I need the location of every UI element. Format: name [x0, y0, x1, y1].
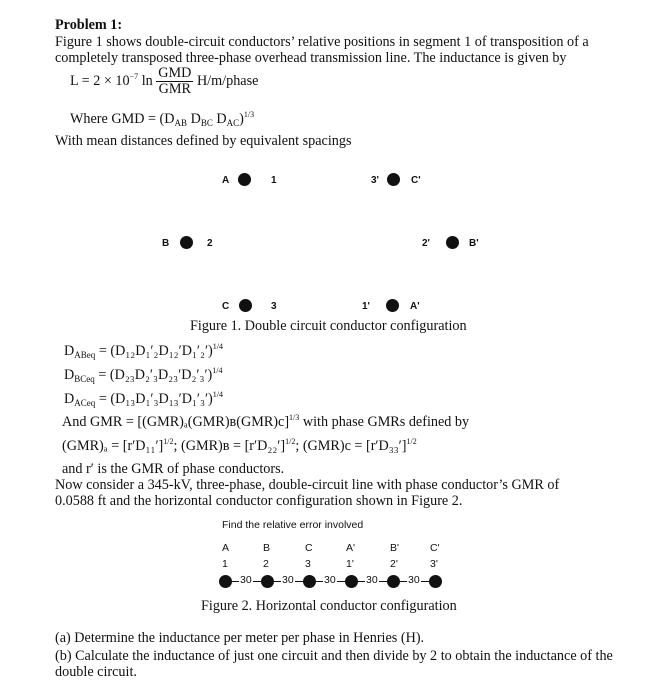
eq-gmr-body: And GMR = [(GMR)ₐ(GMR)ʙ(GMR)c] [62, 414, 290, 430]
question-b-line-2: double circuit. [55, 664, 137, 680]
fig1-conductor-1 [238, 173, 251, 186]
fig2-spacing-3: 30 [324, 574, 336, 586]
eq-gmr-exp: 1/3 [289, 413, 300, 422]
intro-line-2: completely transposed three-phase overhead transmission line. The inductance is given by [55, 50, 567, 66]
inductance-formula [70, 66, 258, 97]
fig2-phase-Ap: A' [346, 542, 356, 554]
part2-line-1: Now consider a 345-kV, three-phase, double-circuit line with phase conductor’s GMR of [55, 477, 560, 493]
eq-dbc: $D_{BCeq} = (D_{23}D_2'_3D_{23}'D_2'_3')^{1/4}$ [64, 366, 223, 384]
question-a: (a) Determine the inductance per meter per phase in Henries (H). [55, 630, 425, 646]
formula-lhs: L = 2 × 10 [70, 72, 130, 89]
fig1-conductor-2p [446, 236, 459, 249]
gmd-sub-bc: BC [200, 118, 213, 128]
gmd-sub-ab: AB [174, 118, 188, 128]
fig1-label-C: C [222, 301, 230, 312]
fig1-label-2: 2 [207, 238, 213, 249]
fig1-conductor-3 [239, 299, 252, 312]
part2-line-2: 0.0588 ft and the horizontal conductor configuration shown in Figure 2. [55, 493, 463, 509]
eq-dbc-body: = (D₂₃D₂′₃D₂₃′D₂′₃′) [98, 367, 213, 383]
fig1-label-Bp: B' [469, 238, 479, 249]
fig2-conductor-1 [219, 575, 232, 588]
fig2-phase-C: C [305, 542, 313, 554]
eq-dab-exp: 1/4 [212, 342, 224, 351]
eq-gmr [62, 413, 469, 431]
fig2-conductor-2p [387, 575, 400, 588]
fig1-conductor-3p [387, 173, 400, 186]
fig2-conductor-3 [303, 575, 316, 588]
fig1-label-Ap: A' [410, 301, 420, 312]
problem-heading: Problem 1: [55, 17, 123, 33]
fig2-spacing-1: 30 [240, 574, 252, 586]
eq-dab-body: = (D₁₂D₁′₂D₁₂′D₁′₂′) [98, 343, 213, 359]
eq-phase-gmrs [62, 437, 417, 455]
eq-gmr-b-exp: 1/2 [285, 437, 296, 446]
figure-2-title: Find the relative error involved [222, 519, 364, 531]
eq-gmr-a-exp: 1/2 [163, 437, 174, 446]
formula-numerator: GMD [158, 65, 192, 81]
question-b-line-1: (b) Calculate the inductance of just one circuit and then divide by 2 to obtain the inductance of the [55, 648, 613, 664]
fig2-num-2p: 2' [390, 558, 398, 570]
fig2-num-1: 1 [222, 558, 228, 570]
fig2-phase-B: B [263, 542, 271, 554]
formula-denominator: GMR [158, 81, 191, 97]
fig1-label-3p: 3' [371, 175, 379, 186]
eq-dab: $D_{ABeq} = (D_{12}D_1'_2D_{12}'D_1'_2')^{1/4}$ [64, 342, 224, 360]
eq-gmr-c-exp: 1/2 [406, 437, 417, 446]
fig1-conductor-1p [386, 299, 399, 312]
eq-gmr-b: ; (GMR)ʙ = [r′D₂₂′] [173, 438, 286, 454]
figure-1-caption: Figure 1. Double circuit conductor configuration [190, 318, 467, 334]
fig1-label-1: 1 [271, 175, 277, 186]
fig1-label-2p: 2' [422, 238, 430, 249]
gmd-where: Where GMD = (D [70, 111, 175, 127]
fig2-spacing-2: 30 [282, 574, 294, 586]
eq-gmr-tail: with phase GMRs defined by [299, 414, 470, 430]
formula-unit: H/m/phase [193, 72, 259, 89]
fig1-label-A: A [222, 175, 230, 186]
fig2-phase-Cp: C' [430, 542, 440, 554]
rprime-note: and r′ is the GMR of phase conductors. [62, 461, 285, 477]
eq-dac-exp: 1/4 [212, 390, 224, 399]
fig2-spacing-5: 30 [408, 574, 420, 586]
fig2-num-3: 3 [305, 558, 311, 570]
formula-fraction [156, 66, 193, 97]
fig2-num-3p: 3' [430, 558, 438, 570]
fig1-label-3: 3 [271, 301, 277, 312]
gmd-definition: Where GMD = ($D_{AB}$ $D_{BC}$ $D_{AC})^{1/3}$ [70, 110, 255, 128]
mean-distance-text: With mean distances defined by equivalent spacings [55, 133, 352, 149]
intro-line-1: Figure 1 shows double-circuit conductors’ relative positions in segment 1 of transposition of a [55, 34, 589, 50]
fig2-num-1p: 1' [346, 558, 354, 570]
fig1-conductor-2 [180, 236, 193, 249]
formula-exp: −7 [129, 71, 139, 81]
fig2-spacing-4: 30 [366, 574, 378, 586]
eq-dac-body: = (D₁₃D₁′₃D₁₃′D₁′₃′) [98, 391, 213, 407]
eq-gmr-a: (GMR)ₐ = [r′D₁₁′] [62, 438, 164, 454]
fig2-conductor-1p [345, 575, 358, 588]
gmd-exp: 1/3 [243, 110, 255, 119]
eq-dac: $D_{ACeq} = (D_{13}D_1'_3D_{13}'D_1'_3')^{1/4}$ [64, 390, 224, 408]
fig2-conductor-2 [261, 575, 274, 588]
fig2-conductor-3p [429, 575, 442, 588]
formula-ln: ln [138, 72, 157, 89]
fig2-phase-Bp: B' [390, 542, 400, 554]
fig1-label-B: B [162, 238, 170, 249]
fig2-num-2: 2 [263, 558, 269, 570]
fig1-label-1p: 1' [362, 301, 370, 312]
fig1-label-Cp: C' [411, 175, 421, 186]
eq-dbc-exp: 1/4 [212, 366, 223, 375]
gmd-sub-ac: AC [226, 118, 240, 128]
figure-2-caption: Figure 2. Horizontal conductor configuration [201, 598, 457, 614]
fig2-phase-A: A [222, 542, 230, 554]
eq-gmr-c: ; (GMR)c = [r′D₃₃′] [295, 438, 407, 454]
